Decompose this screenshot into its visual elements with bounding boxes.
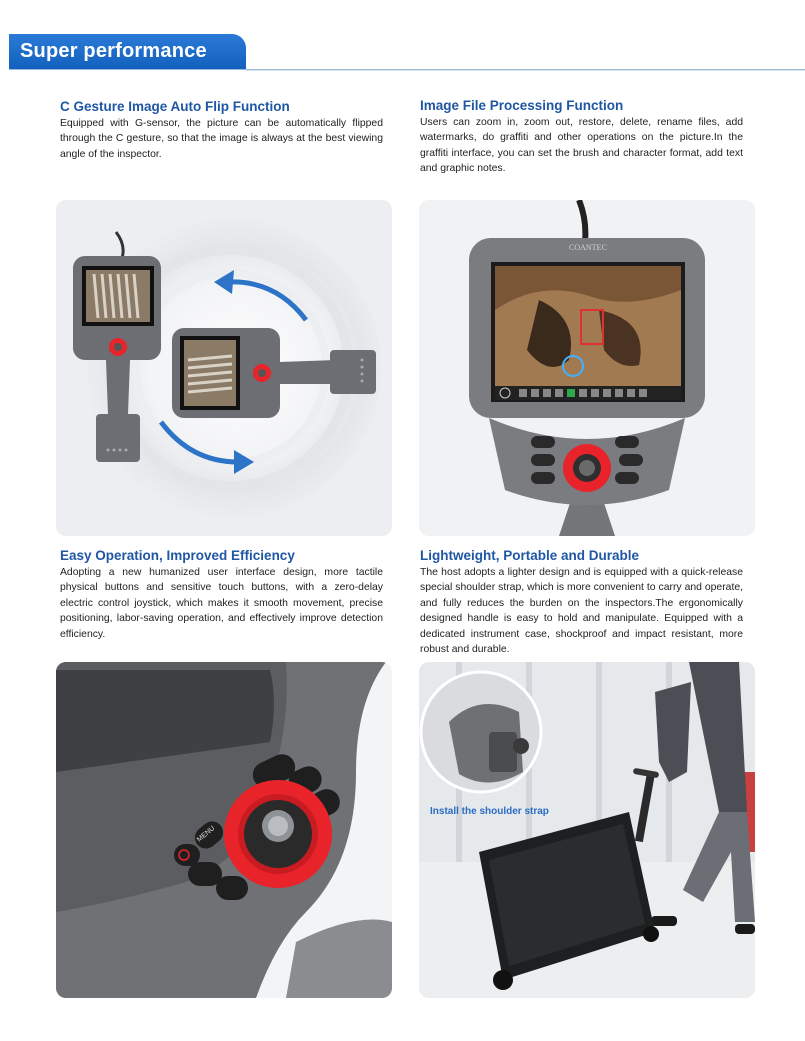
controls-closeup-image [56, 662, 392, 998]
auto-flip-image [56, 200, 392, 536]
feature-body-auto-flip: Equipped with G-sensor, the picture can be automatically flipped through the C gesture, so that the image is always at the best viewing angle of the inspector. [60, 118, 383, 160]
feature-body-portable: The host adopts a lighter design and is equipped with a quick-release special shoulder strap, which is more convenient to carry and operate, and fully reduces the burden on the inspectors.The ergonomically designed handle is easy to hold and manipulate. Equipped with a dedicated instrument case, shockproof and impact resistant, more robust and durable. [420, 567, 743, 656]
menu-button-label: MENU [195, 824, 217, 844]
header-divider-shadow [246, 70, 805, 71]
feature-title-auto-flip: C Gesture Image Auto Flip Function [60, 99, 290, 114]
section-header-title: Super performance [20, 40, 207, 62]
section-header-tab [9, 34, 246, 70]
shoulder-strap-caption: Install the shoulder strap [430, 806, 549, 817]
feature-title-easy-operation: Easy Operation, Improved Efficiency [60, 548, 295, 563]
portable-case-image [419, 662, 755, 998]
image-processing-image [419, 200, 755, 536]
feature-body-easy-operation: Adopting a new humanized user interface design, more tactile physical buttons and sensitive touch buttons, with a zero-delay electric control joystick, which makes it smooth movement, precise positioning, labor-saving operation, and effectively improve detection efficiency. [60, 567, 383, 640]
brand-logo-text: COANTEC [569, 243, 607, 252]
feature-title-image-processing: Image File Processing Function [420, 98, 624, 113]
feature-title-portable: Lightweight, Portable and Durable [420, 548, 640, 563]
feature-body-image-processing: Users can zoom in, zoom out, restore, delete, rename files, add watermarks, do graffiti and other operations on the picture.In the graffiti interface, you can set the brush and character format, add text and graphic notes. [420, 117, 743, 175]
